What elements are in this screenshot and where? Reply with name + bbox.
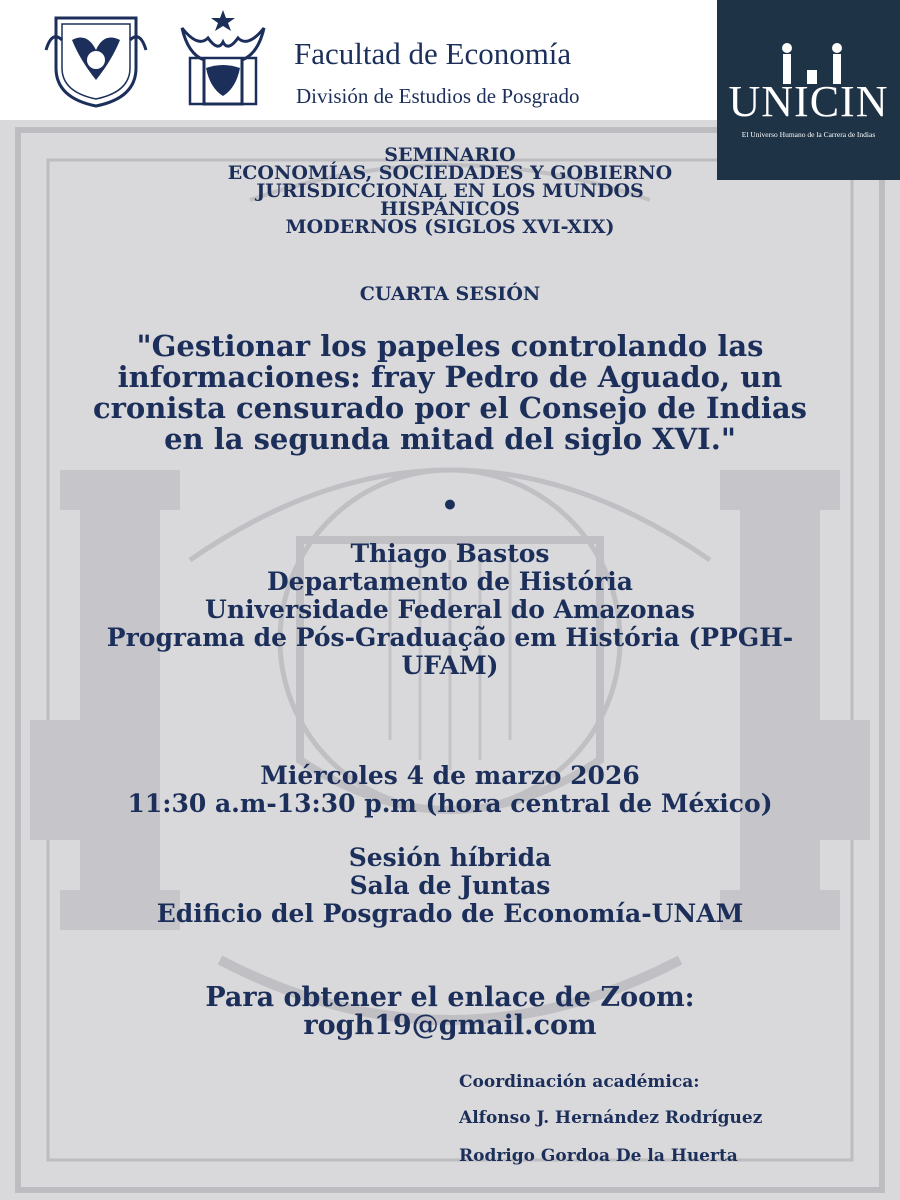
- contact-email[interactable]: rogh19@gmail.com: [303, 1010, 597, 1041]
- unam-shield-icon: [42, 10, 150, 110]
- speaker-program-cont: UFAM): [401, 651, 499, 680]
- coordinator-name: Alfonso J. Hernández Rodríguez: [459, 1108, 763, 1128]
- event-time: 11:30 a.m-13:30 p.m (hora central de México): [127, 789, 773, 818]
- venue-room: Sala de Juntas: [349, 871, 551, 900]
- coordination-heading: Coordinación académica:: [459, 1072, 700, 1092]
- faculty-subtitle: División de Estudios de Posgrado: [296, 84, 580, 108]
- faculty-title: Facultad de Economía: [294, 36, 572, 71]
- talk-title-line: "Gestionar los papeles controlando las: [136, 329, 764, 363]
- talk-title: [30, 331, 870, 455]
- talk-title-line: informaciones: fray Pedro de Aguado, un: [117, 360, 783, 394]
- schedule-block: [0, 762, 900, 818]
- speaker-university: Universidade Federal do Amazonas: [205, 595, 695, 624]
- seminar-line: MODERNOS (SIGLOS XVI-XIX): [285, 216, 615, 238]
- talk-title-line: cronista censurado por el Consejo de Indias: [92, 391, 808, 425]
- facultad-economia-eagle-icon: [178, 8, 268, 112]
- session-mode: Sesión híbrida: [348, 843, 552, 872]
- talk-title-line: en la segunda mitad del siglo XVI.": [164, 422, 736, 456]
- seminar-title: [0, 146, 900, 236]
- seminar-line: SEMINARIO: [384, 144, 516, 166]
- unicin-tagline: El Universo Humano de la Carrera de Indias: [741, 130, 876, 139]
- speaker-name: Thiago Bastos: [350, 539, 550, 568]
- speaker-block: [0, 540, 900, 680]
- speaker-department: Departamento de História: [266, 567, 633, 596]
- speaker-program: Programa de Pós-Graduação em História (PPGH-: [106, 623, 794, 652]
- seminar-line: ECONOMÍAS, SOCIEDADES Y GOBIERNO: [227, 162, 673, 184]
- separator-bullet: •: [441, 489, 459, 522]
- session-number: CUARTA SESIÓN: [359, 283, 541, 305]
- zoom-prompt: Para obtener el enlace de Zoom:: [205, 982, 695, 1013]
- seminar-line: JURISDICCIONAL EN LOS MUNDOS: [256, 180, 644, 202]
- seminar-line: HISPÁNICOS: [380, 198, 520, 220]
- event-date: Miércoles 4 de marzo 2026: [260, 761, 640, 790]
- unicin-wordmark: UNICIN: [728, 77, 889, 126]
- coordinator-name: Rodrigo Gordoa De la Huerta: [459, 1146, 738, 1166]
- venue-building: Edificio del Posgrado de Economía-UNAM: [156, 899, 744, 928]
- venue-block: [0, 844, 900, 928]
- zoom-block: [0, 984, 900, 1040]
